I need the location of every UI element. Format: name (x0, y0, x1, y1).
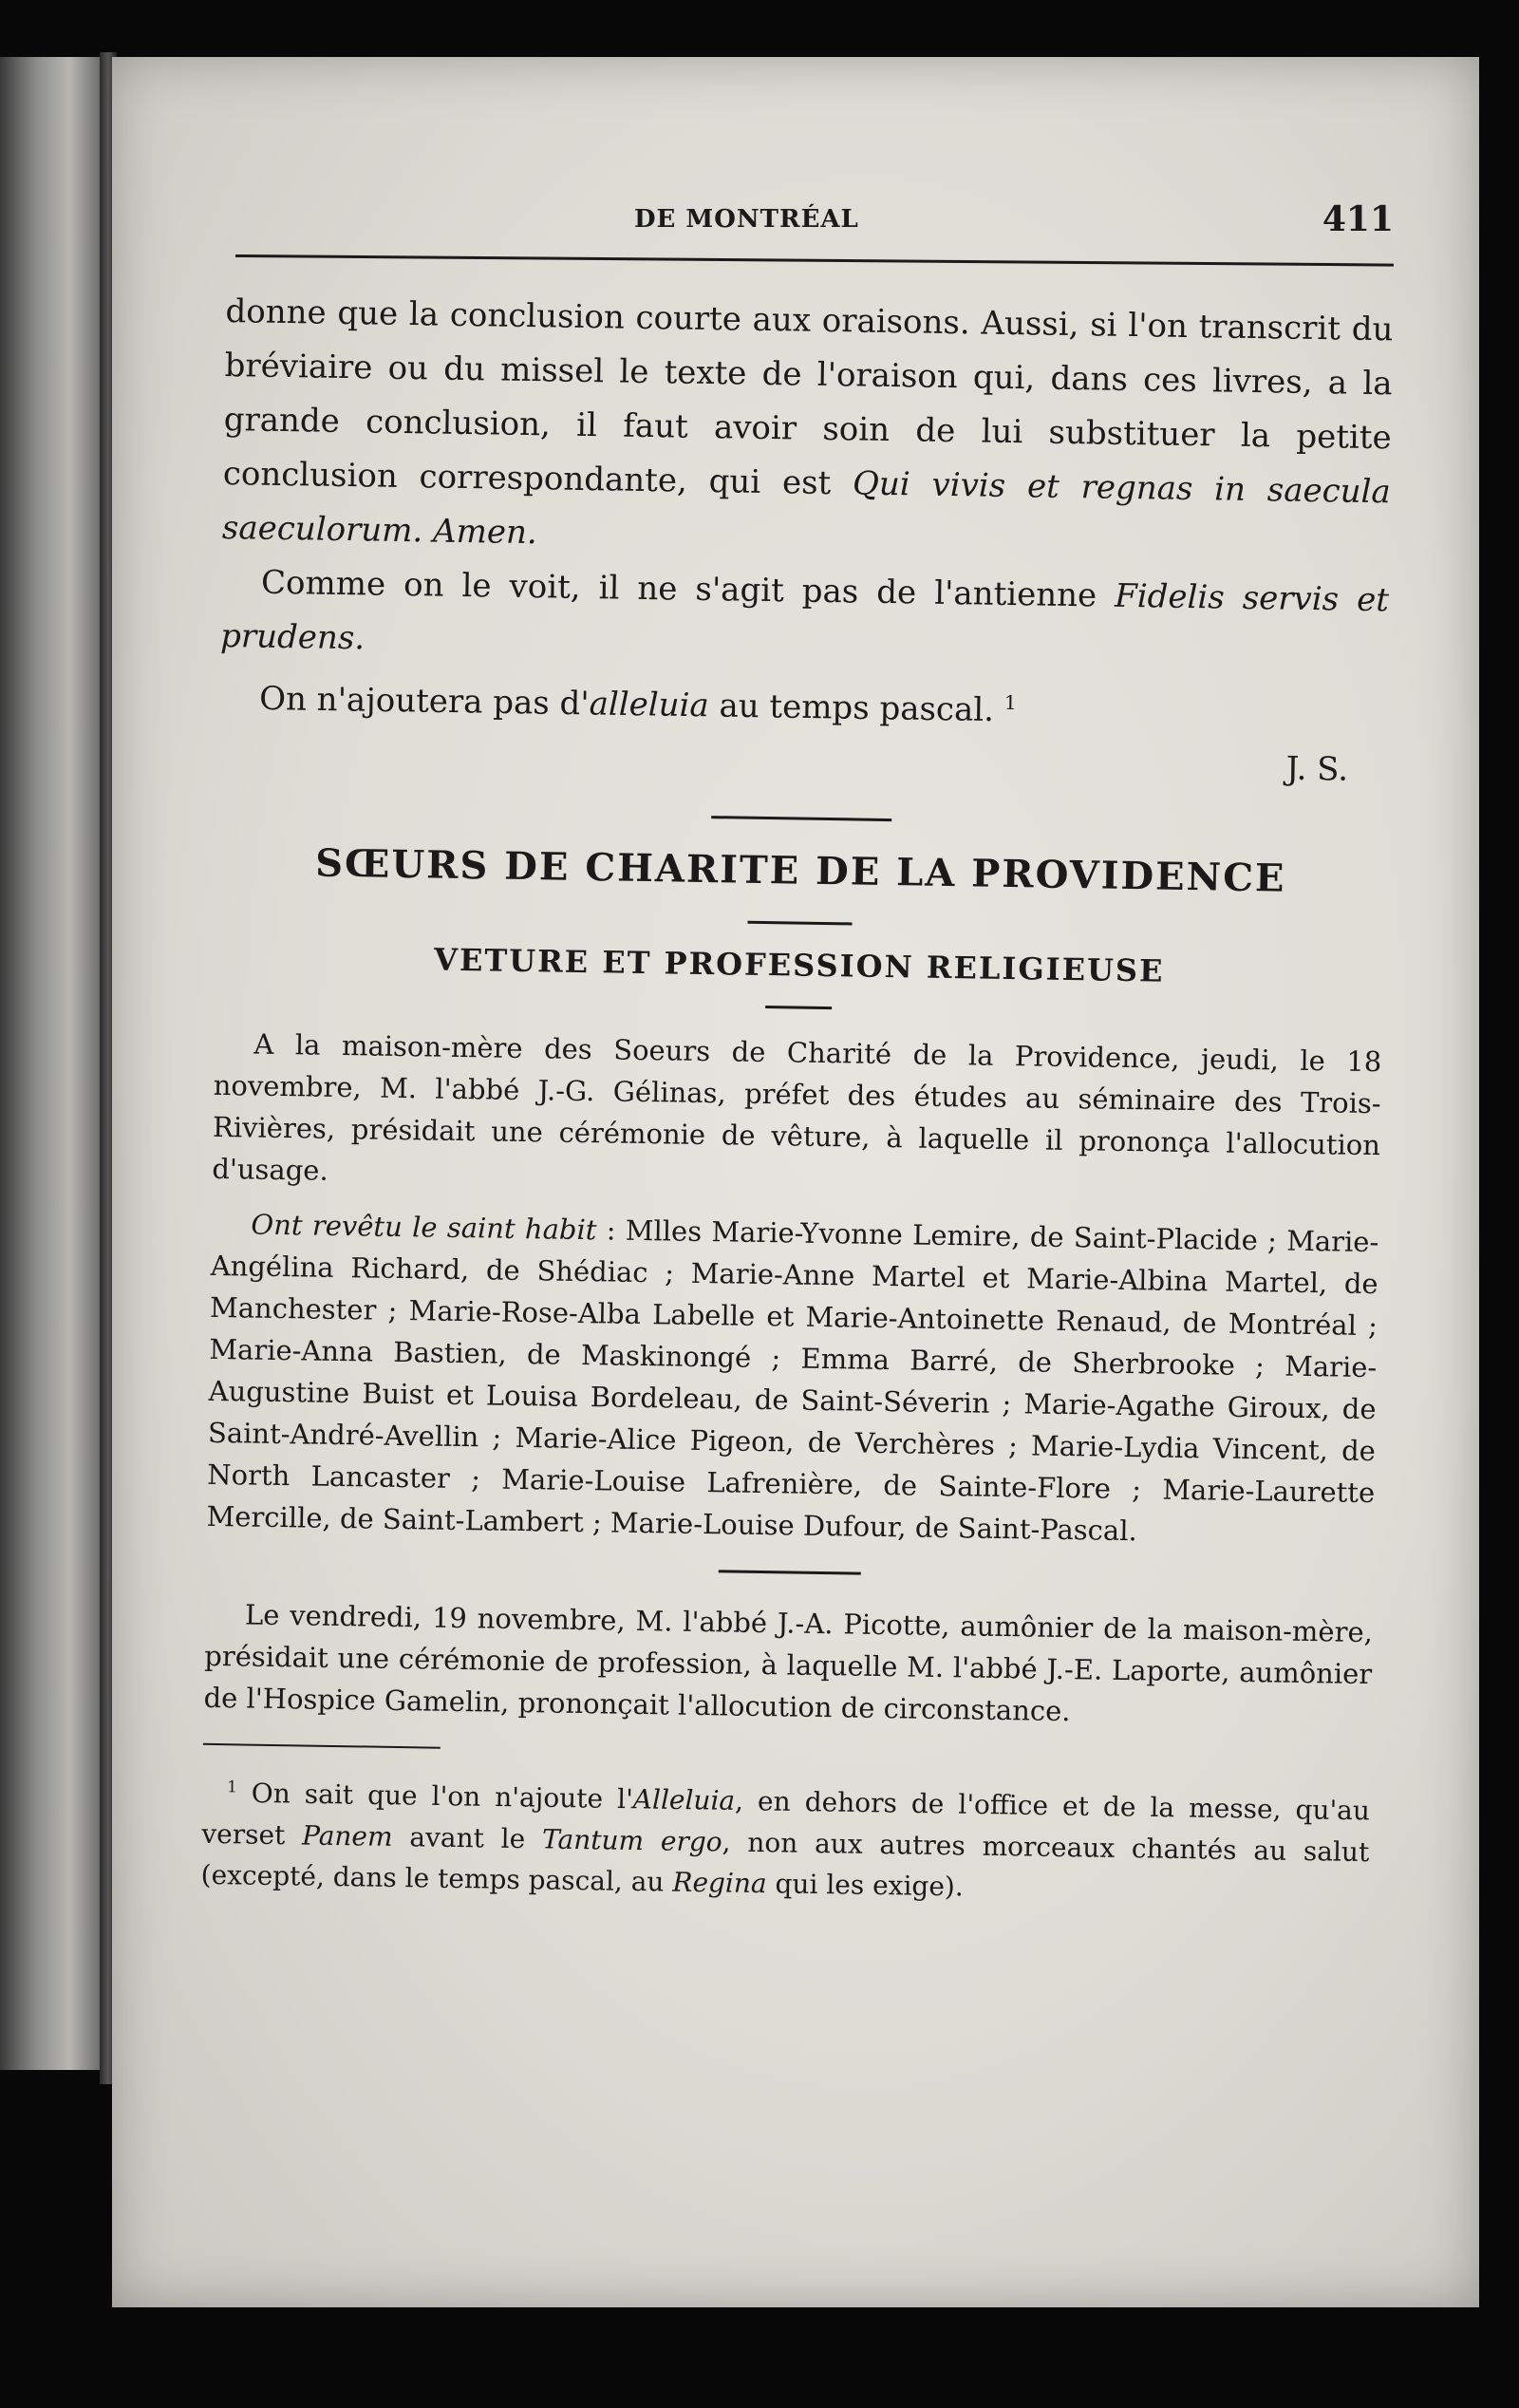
footnote-reference: 1 (1003, 690, 1018, 715)
names-paragraph: Ont revêtu le saint habit : Mlles Marie-Yvonne Lemire, de Saint-Placide ; Marie-Angélina Richard, de Shédiac ; Marie-Anne Martel et Marie-Albina Martel, de Manchester ; Marie-Rose-Alba Labelle et Marie-Antoinette Renaud, de Montréal ; Marie-Anna Bastien, de Maskinongé ; Emma Barré, de Sherbrooke ; Marie-Augustine Buist et Louisa Bordeleau, de Saint-Séverin ; Marie-Agathe Giroux, de Saint-André-Avellin ; Marie-Alice Pigeon, de Verchères ; Marie-Lydia Vincent, de North Lancaster ; Marie-Louise Lafrenière, de Sainte-Flore ; Marie-Laurette Mercille, de Saint-Lambert ; Marie-Louise Dufour, de Saint-Pascal. (206, 1208, 1379, 1548)
profession-paragraph: Le vendredi, 19 novembre, M. l'abbé J.-A. Picotte, aumônier de la maison-mère, présidait une cérémonie de profession, à laquelle M. l'abbé J.-E. Laporte, aumônier de l'Hospice Gamelin, prononçait l'allocution de circonstance. (203, 1598, 1374, 1728)
header-rule (235, 254, 1394, 267)
alleluia-word: alleluia (589, 685, 710, 725)
signature: J. S. (1285, 749, 1349, 789)
latin-conclusion: Qui vivis et regnas in saecula saeculorum. Amen. (221, 464, 1392, 553)
alleluia-paragraph: On n'ajoutera pas d'alleluia au temps pascal. $^1$ (258, 679, 1018, 730)
previous-page-edge (0, 57, 100, 2070)
section-title: SŒURS DE CHARITE DE LA PROVIDENCE (314, 840, 1286, 901)
page-number: 411 (1322, 199, 1394, 239)
book-page (112, 57, 1479, 2307)
vesture-paragraph: A la maison-mère des Soeurs de Charité de la Providence, jeudi, le 18 novembre, M. l'abbé J.-G. Gélinas, préfet des études au séminaire des Trois-Rivières, présidait une cérémonie de vêture, à laquelle il prononça l'allocution d'usage. (212, 1027, 1382, 1188)
footnote-marker: 1 (227, 1777, 238, 1797)
subtitle-divider (765, 1006, 832, 1009)
running-head: DE MONTRÉAL (634, 205, 859, 234)
footnote (200, 1766, 1370, 1913)
section-divider (711, 816, 891, 821)
antiphon-paragraph: Comme on le voit, il ne s'agit pas de l'antienne Fidelis servis et prudens. (219, 563, 1390, 658)
page-header (235, 199, 1394, 266)
continuation-paragraph: donne que la conclusion courte aux oraisons. Aussi, si l'on transcrit du bréviaire ou du missel le texte de l'oraison qui, dans ces livres, a la grande conclusion, il faut avoir soin de lui substituer la petite conclusion correspondante, qui est Qui vivis et regnas in saecula saeculorum. Amen. (221, 292, 1394, 553)
footnote-text: $^1$ On sait que l'on n'ajoute l'Alleluia, en dehors de l'office et de la messe, qu'au verset Panem avant le Tantum ergo, non aux autres morceaux chantés au salut (excepté, dans le temps pascal, au Regina qui les exige). (200, 1777, 1371, 1903)
title-divider (747, 921, 852, 926)
names-lead: Ont revêtu le saint habit (251, 1208, 597, 1247)
news-divider (719, 1571, 861, 1575)
news-body (203, 1023, 1381, 1737)
footnote-rule (203, 1743, 441, 1749)
section-subtitle: VETURE ET PROFESSION RELIGIEUSE (433, 941, 1165, 989)
antiphon-title: Fidelis servis et prudens. (219, 576, 1390, 658)
page-body (200, 285, 1393, 1913)
